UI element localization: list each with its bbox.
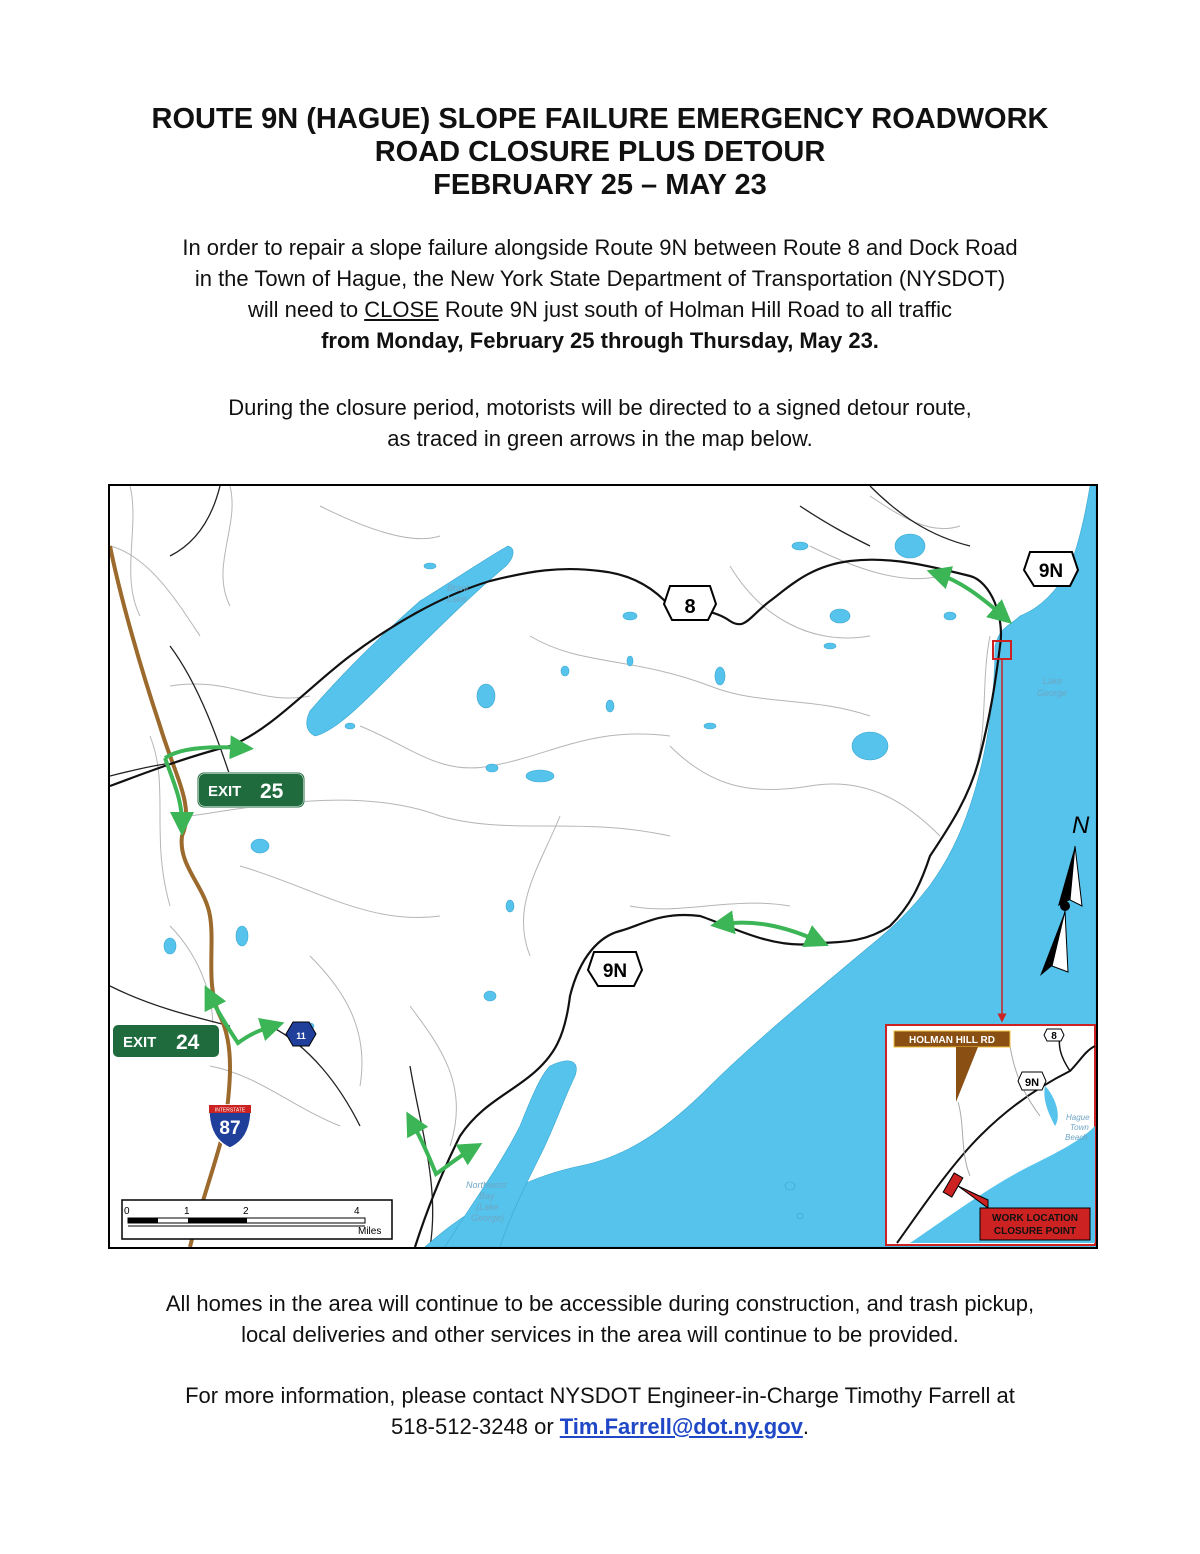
intro-line-1: In order to repair a slope failure alongside Route 9N between Route 8 and Dock Road	[182, 235, 1018, 260]
svg-text:Lake: Lake	[447, 594, 467, 604]
svg-text:EXIT: EXIT	[123, 1034, 157, 1051]
svg-text:0: 0	[124, 1206, 130, 1217]
detour-line-1: During the closure period, motorists will be directed to a signed detour route,	[228, 395, 972, 420]
svg-text:87: 87	[219, 1118, 241, 1139]
svg-text:George: George	[1037, 688, 1068, 698]
access-paragraph	[0, 1288, 1200, 1350]
contact-email-link[interactable]: Tim.Farrell@dot.ny.gov	[559, 1414, 803, 1439]
exit-24-sign	[112, 1024, 220, 1058]
svg-text:Beach: Beach	[1065, 1133, 1088, 1142]
title-line-3: FEBRUARY 25 – MAY 23	[433, 169, 767, 201]
interstate-87-road	[110, 546, 230, 1247]
route-9n-shield-south	[588, 952, 642, 986]
svg-text:9N: 9N	[1024, 1077, 1040, 1089]
county-route-11-shield	[286, 1022, 316, 1046]
svg-text:24: 24	[176, 1031, 200, 1054]
svg-text:4: 4	[354, 1206, 360, 1217]
svg-text:George): George)	[471, 1213, 505, 1223]
exit-25-sign	[198, 773, 304, 807]
intro-paragraph	[0, 232, 1200, 356]
svg-text:11: 11	[296, 1031, 306, 1041]
svg-text:8: 8	[1051, 1031, 1057, 1042]
contact-paragraph	[0, 1380, 1200, 1442]
intro-dates: from Monday, February 25 through Thursday, May 23.	[321, 328, 879, 353]
title-line-2: ROAD CLOSURE PLUS DETOUR	[374, 136, 826, 168]
contact-line-2: 518-512-3248 or Tim.Farrell@dot.ny.gov.	[390, 1414, 810, 1439]
access-line-1: All homes in the area will continue to be accessible during construction, and trash pickup,	[165, 1291, 1035, 1316]
route-9n-shield-north	[1024, 552, 1078, 586]
close-emphasis: CLOSE	[364, 297, 439, 322]
svg-text:9N: 9N	[602, 961, 628, 982]
interstate-87-shield	[209, 1105, 251, 1148]
svg-text:CLOSURE POINT: CLOSURE POINT	[993, 1226, 1077, 1237]
svg-text:Hague: Hague	[1066, 1113, 1090, 1122]
scale-bar	[122, 1200, 392, 1239]
svg-text:1: 1	[184, 1206, 190, 1217]
svg-text:9N: 9N	[1038, 561, 1064, 582]
svg-text:HOLMAN HILL RD: HOLMAN HILL RD	[909, 1035, 995, 1046]
svg-text:N: N	[1072, 812, 1090, 839]
svg-text:25: 25	[260, 780, 284, 803]
brant-lake	[307, 546, 513, 736]
svg-text:Miles: Miles	[358, 1226, 382, 1237]
svg-text:WORK LOCATION: WORK LOCATION	[992, 1213, 1078, 1224]
detour-map	[108, 484, 1098, 1249]
svg-text:Brant: Brant	[447, 583, 469, 593]
page-title	[0, 103, 1200, 202]
access-line-2: local deliveries and other services in the area will continue to be provided.	[241, 1322, 959, 1347]
detour-paragraph	[0, 392, 1200, 454]
route-8-shield	[664, 586, 716, 620]
contact-line-1: For more information, please contact NYSDOT Engineer-in-Charge Timothy Farrell at	[185, 1383, 1015, 1408]
svg-text:8: 8	[684, 596, 696, 618]
svg-text:EXIT: EXIT	[208, 783, 242, 800]
svg-text:Bay: Bay	[479, 1191, 495, 1201]
title-line-1: ROUTE 9N (HAGUE) SLOPE FAILURE EMERGENCY ROADWORK	[151, 103, 1049, 135]
intro-line-2: in the Town of Hague, the New York State Department of Transportation (NYSDOT)	[194, 266, 1006, 291]
intro-line-3: will need to CLOSE Route 9N just south of Holman Hill Road to all traffic	[248, 297, 952, 322]
svg-text:(Lake: (Lake	[476, 1202, 499, 1212]
closure-inset-map	[886, 1025, 1095, 1245]
svg-text:Northwest: Northwest	[466, 1180, 507, 1190]
detour-line-2: as traced in green arrows in the map below.	[387, 426, 813, 451]
svg-text:2: 2	[243, 1206, 249, 1217]
svg-text:Lake: Lake	[1043, 676, 1063, 686]
svg-text:Town: Town	[1070, 1123, 1089, 1132]
svg-text:INTERSTATE: INTERSTATE	[214, 1107, 246, 1114]
